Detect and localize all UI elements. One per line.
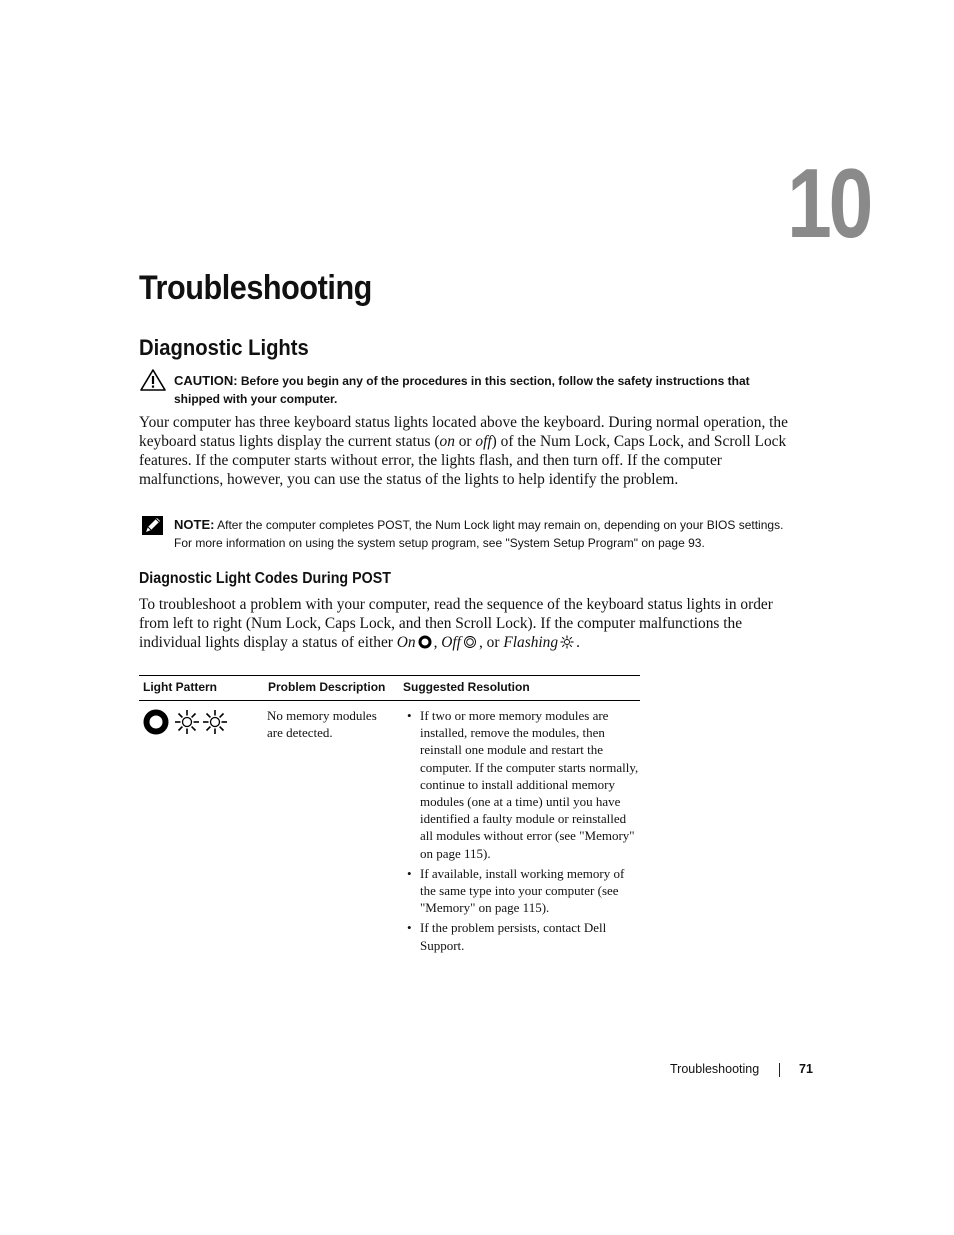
resolution-text: If available, install working memory of the same type into your computer (see "Memory" on page 115). bbox=[420, 865, 625, 916]
table-header bbox=[139, 675, 640, 701]
post-paragraph bbox=[139, 595, 789, 654]
note-notice bbox=[174, 516, 794, 552]
light-on-icon bbox=[418, 635, 432, 654]
bullet-icon: • bbox=[407, 708, 412, 723]
post-end: . bbox=[576, 634, 580, 651]
header-light-pattern: Light Pattern bbox=[143, 680, 217, 694]
note-text: After the computer completes POST, the Num Lock light may remain on, depending on your BIOS settings. For more information on using the system setup program, see "System Setup Program" on page 93. bbox=[174, 518, 784, 550]
intro-or-word: or bbox=[454, 433, 476, 450]
note-pencil-icon bbox=[141, 515, 165, 542]
num-lock-on-icon bbox=[147, 713, 166, 732]
light-pattern-cell bbox=[143, 709, 233, 739]
caution-text: Before you begin any of the procedures in this section, follow the safety instructions that shipped with your computer. bbox=[174, 374, 750, 406]
chapter-number: 10 bbox=[787, 148, 870, 258]
intro-text-1: Your computer has three keyboard status lights located above the keyboard. During normal operation, the keyboard status lights display the current status ( bbox=[139, 414, 788, 450]
list-item bbox=[403, 919, 639, 953]
light-pattern-table bbox=[139, 675, 640, 981]
light-off-icon bbox=[463, 635, 477, 654]
page-number: 71 bbox=[799, 1062, 813, 1076]
post-off-word: Off bbox=[441, 634, 461, 651]
resolution-text: If the problem persists, contact Dell Support. bbox=[420, 920, 607, 953]
footer-divider bbox=[779, 1063, 780, 1077]
resolution-list bbox=[403, 707, 639, 957]
problem-description-cell: No memory modules are detected. bbox=[267, 708, 377, 740]
light-flashing-icon bbox=[560, 635, 574, 654]
header-suggested-resolution: Suggested Resolution bbox=[403, 680, 530, 694]
post-sep-1: , bbox=[433, 634, 442, 651]
post-text: To troubleshoot a problem with your computer, read the sequence of the keyboard status lights in order from left to right (Num Lock, Caps Lock, and then Scroll Lock). If the computer malfunctions the individual lights display a status of either bbox=[139, 596, 773, 651]
post-on-word: On bbox=[396, 634, 416, 651]
footer-section-name: Troubleshooting bbox=[670, 1062, 760, 1076]
page-title: Troubleshooting bbox=[139, 269, 372, 307]
caution-icon bbox=[139, 368, 167, 397]
intro-paragraph bbox=[139, 413, 799, 489]
post-sep-2: , or bbox=[478, 634, 504, 651]
subsection-title: Diagnostic Light Codes During POST bbox=[139, 570, 391, 587]
resolution-text: If two or more memory modules are installed, remove the modules, then reinstall one module and restart the computer. If the computer starts normally, continue to install additional memory modules (one at a time) until you have identified a faulty module or reinstalled all modules without error (see "Memory" on page 115). bbox=[420, 708, 639, 861]
list-item bbox=[403, 707, 639, 862]
caution-label: CAUTION: bbox=[174, 373, 238, 388]
bullet-icon: • bbox=[407, 920, 412, 936]
scroll-lock-flashing-icon bbox=[203, 710, 227, 734]
intro-on-word: on bbox=[439, 433, 455, 450]
intro-off-word: off bbox=[475, 433, 492, 450]
bullet-icon: • bbox=[407, 865, 412, 881]
caps-lock-flashing-icon bbox=[175, 710, 199, 734]
post-flashing-word: Flashing bbox=[503, 634, 559, 651]
header-problem-description: Problem Description bbox=[268, 680, 386, 694]
caution-notice bbox=[174, 372, 784, 408]
list-item bbox=[403, 865, 639, 917]
section-title: Diagnostic Lights bbox=[139, 335, 309, 360]
note-label: NOTE: bbox=[174, 517, 215, 532]
intro-text-2: ) of the Num Lock, Caps Lock, and Scroll Lock features. If the computer starts without error, the lights flash, and then turn off. If the computer malfunctions, however, you can use the status of the lights to help identify the problem. bbox=[139, 433, 787, 488]
table-row bbox=[139, 701, 640, 981]
